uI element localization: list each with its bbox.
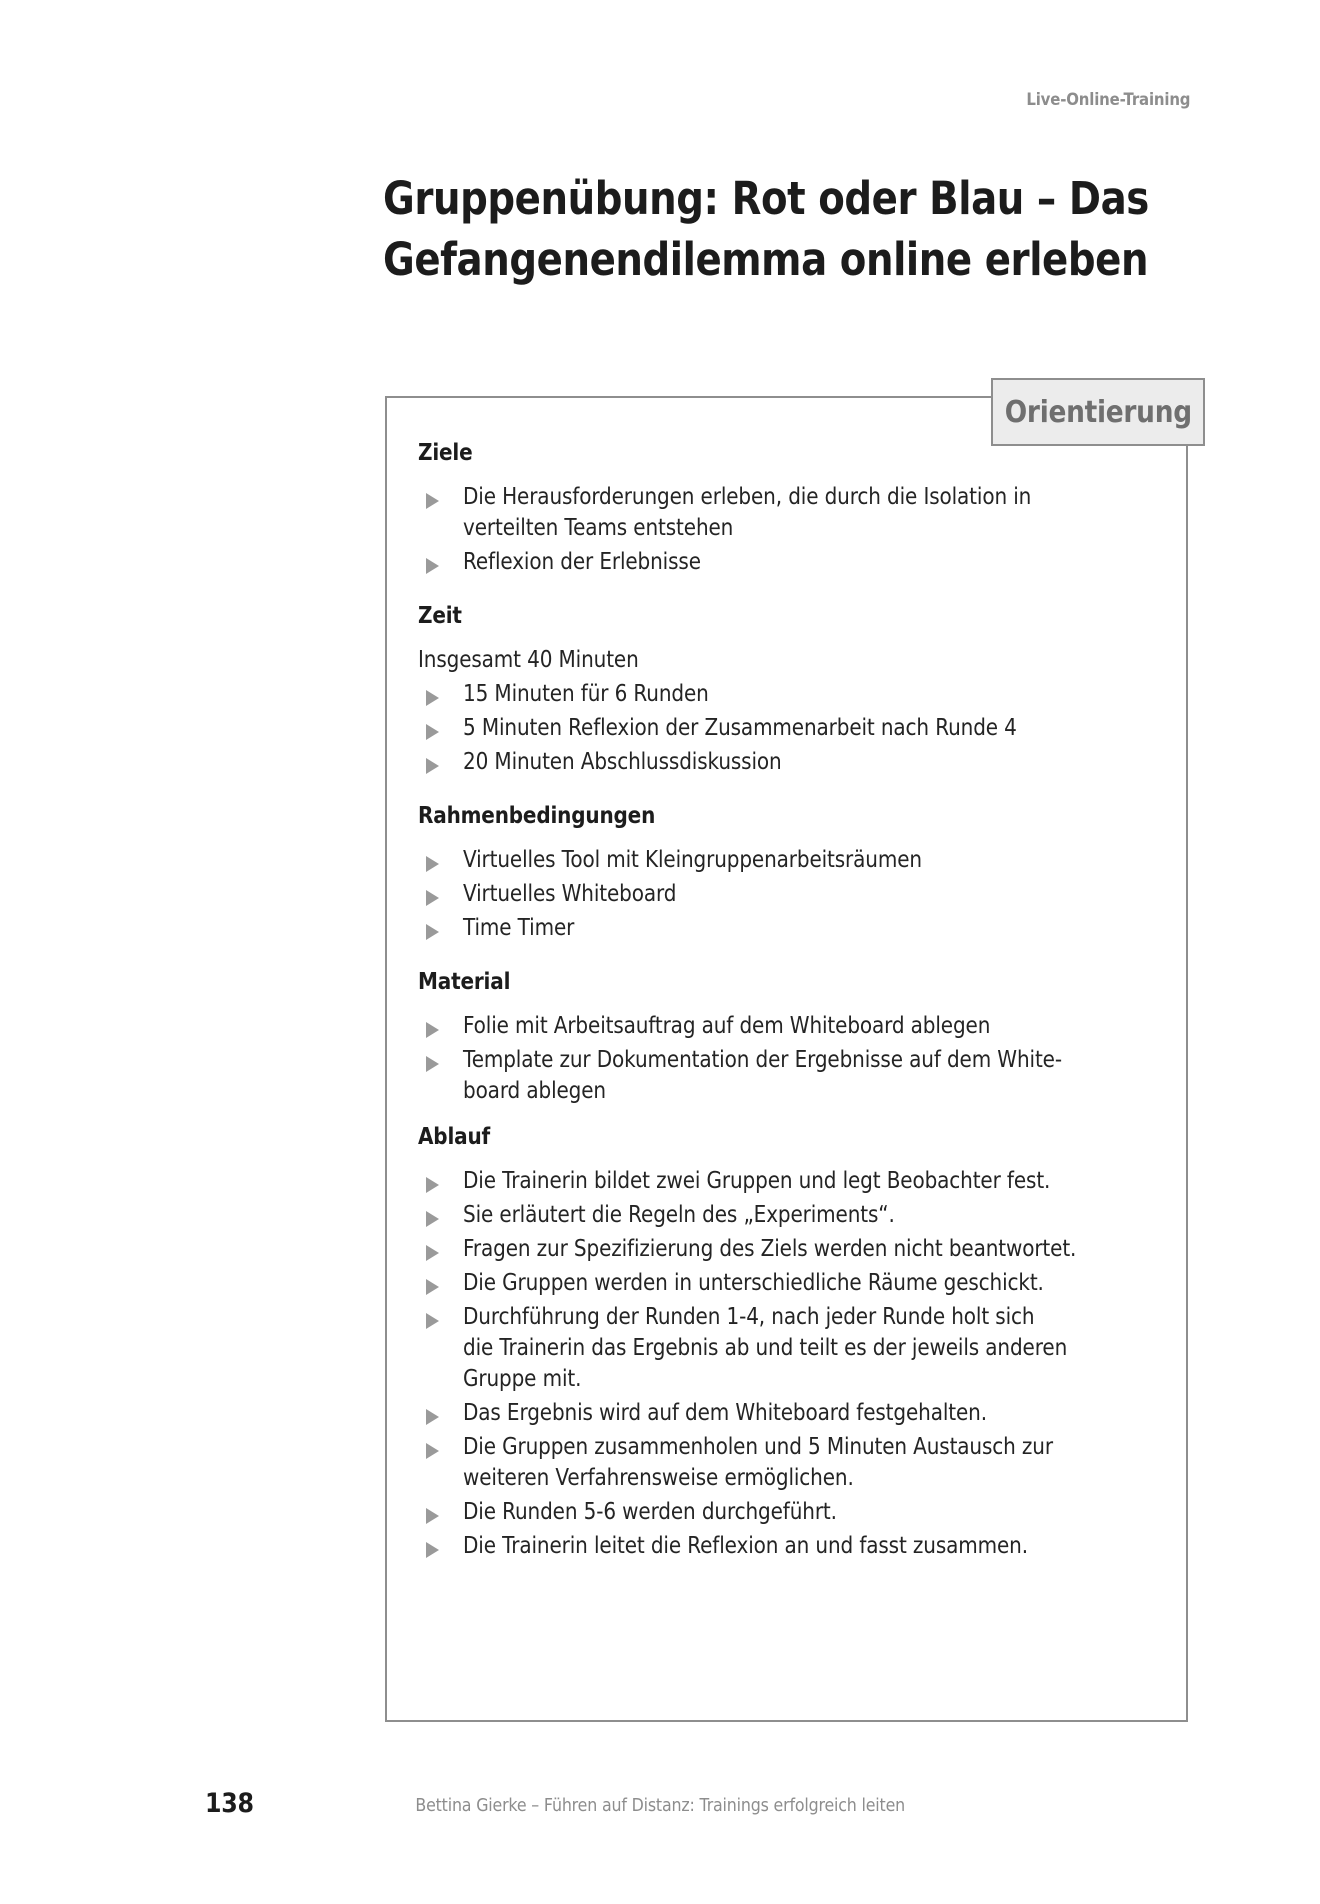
list-item bbox=[418, 679, 1158, 710]
list-item bbox=[418, 879, 1158, 910]
list-item bbox=[418, 1531, 1158, 1562]
list-item bbox=[418, 1234, 1158, 1265]
list-item-line: Die Trainerin leitet die Reflexion an und fasst zusammen. bbox=[463, 1533, 1028, 1559]
list-item bbox=[418, 1432, 1158, 1494]
list-material bbox=[418, 1011, 1158, 1107]
list-item-text bbox=[463, 1011, 1068, 1042]
list-item-line: 5 Minuten Reflexion der Zusammenarbeit nach Runde 4 bbox=[463, 715, 1017, 741]
zeit-total-text: Insgesamt 40 Minuten bbox=[418, 647, 639, 673]
triangle-bullet-icon bbox=[426, 1508, 439, 1524]
list-item-line: Die Runden 5-6 werden durchgeführt. bbox=[463, 1499, 837, 1525]
list-item-text bbox=[463, 1302, 1068, 1395]
list-item-line: Folie mit Arbeitsauftrag auf dem Whiteboard ablegen bbox=[463, 1013, 991, 1039]
page-title-line-2: Gefangenendilemma online erleben bbox=[383, 233, 1149, 286]
spacer bbox=[418, 581, 1158, 603]
triangle-bullet-icon bbox=[426, 724, 439, 740]
list-item-line: Virtuelles Whiteboard bbox=[463, 881, 677, 907]
triangle-bullet-icon bbox=[426, 890, 439, 906]
content-body bbox=[418, 440, 1158, 1565]
triangle-bullet-icon bbox=[426, 1211, 439, 1227]
list-item bbox=[418, 1166, 1158, 1197]
page-title-line-1: Gruppenübung: Rot oder Blau – Das bbox=[383, 172, 1149, 225]
spacer bbox=[418, 781, 1158, 803]
list-item-line: die Trainerin das Ergebnis ab und teilt es der jeweils anderen bbox=[463, 1335, 1068, 1361]
section-ablauf bbox=[418, 1124, 1158, 1562]
triangle-bullet-icon bbox=[426, 1409, 439, 1425]
list-item-text bbox=[463, 547, 1068, 578]
list-item-line: Template zur Dokumentation der Ergebnisse auf dem White- bbox=[463, 1047, 1062, 1073]
list-item bbox=[418, 845, 1158, 876]
list-item-line: Virtuelles Tool mit Kleingruppenarbeitsräumen bbox=[463, 847, 922, 873]
page-number: 138 bbox=[205, 1788, 254, 1819]
list-item-text bbox=[463, 1398, 1068, 1429]
list-item bbox=[418, 1497, 1158, 1528]
list-item-line: Durchführung der Runden 1-4, nach jeder Runde holt sich bbox=[463, 1304, 1035, 1330]
list-item bbox=[418, 1398, 1158, 1429]
list-item-text bbox=[463, 679, 1068, 710]
section-heading-material: Material bbox=[418, 969, 511, 995]
list-item bbox=[418, 482, 1158, 544]
list-item-line: Die Gruppen werden in unterschiedliche Räume geschickt. bbox=[463, 1270, 1044, 1296]
list-item-line: Das Ergebnis wird auf dem Whiteboard festgehalten. bbox=[463, 1400, 987, 1426]
list-item-text bbox=[463, 1234, 1077, 1265]
list-item-line: Die Herausforderungen erleben, die durch die Isolation in bbox=[463, 484, 1032, 510]
list-item bbox=[418, 713, 1158, 744]
section-heading-ablauf: Ablauf bbox=[418, 1124, 491, 1150]
page-title bbox=[383, 168, 1203, 290]
triangle-bullet-icon bbox=[426, 558, 439, 574]
triangle-bullet-icon bbox=[426, 690, 439, 706]
list-item-line: 20 Minuten Abschlussdiskussion bbox=[463, 749, 782, 775]
list-zeit bbox=[418, 679, 1158, 778]
orientation-tab-label: Orientierung bbox=[1004, 394, 1192, 430]
list-item-line: board ablegen bbox=[463, 1078, 606, 1104]
list-item-text bbox=[463, 1200, 1068, 1231]
section-zeit bbox=[418, 603, 1158, 778]
list-rahmenbedingungen bbox=[418, 845, 1158, 944]
list-item-line: Time Timer bbox=[463, 915, 575, 941]
triangle-bullet-icon bbox=[426, 856, 439, 872]
spacer bbox=[418, 947, 1158, 969]
list-item bbox=[418, 547, 1158, 578]
list-item-line: Fragen zur Spezifizierung des Ziels werden nicht beantwortet. bbox=[463, 1236, 1077, 1262]
list-ablauf bbox=[418, 1166, 1158, 1562]
triangle-bullet-icon bbox=[426, 1245, 439, 1261]
triangle-bullet-icon bbox=[426, 1542, 439, 1558]
triangle-bullet-icon bbox=[426, 1022, 439, 1038]
list-item-text bbox=[463, 482, 1068, 544]
triangle-bullet-icon bbox=[426, 1056, 439, 1072]
triangle-bullet-icon bbox=[426, 924, 439, 940]
list-item-line: Reflexion der Erlebnisse bbox=[463, 549, 701, 575]
list-item-line: verteilten Teams entstehen bbox=[463, 515, 734, 541]
list-item-line: Die Trainerin bildet zwei Gruppen und legt Beobachter fest. bbox=[463, 1168, 1051, 1194]
spacer bbox=[418, 1110, 1158, 1124]
section-ziele bbox=[418, 440, 1158, 578]
list-item bbox=[418, 1045, 1158, 1107]
list-item-text bbox=[463, 1432, 1068, 1494]
list-item-text bbox=[463, 1497, 1068, 1528]
list-item-text bbox=[463, 713, 1068, 744]
list-item-line: 15 Minuten für 6 Runden bbox=[463, 681, 709, 707]
list-item-line: Gruppe mit. bbox=[463, 1366, 582, 1392]
triangle-bullet-icon bbox=[426, 758, 439, 774]
list-item bbox=[418, 913, 1158, 944]
list-ziele bbox=[418, 482, 1158, 578]
footer-credit-text: Bettina Gierke – Führen auf Distanz: Trainings erfolgreich leiten bbox=[415, 1795, 905, 1816]
section-material bbox=[418, 969, 1158, 1107]
running-head: Live-Online-Training bbox=[1026, 90, 1190, 110]
section-heading-rahmenbedingungen: Rahmenbedingungen bbox=[418, 803, 656, 829]
list-item-text bbox=[463, 1268, 1068, 1299]
triangle-bullet-icon bbox=[426, 493, 439, 509]
triangle-bullet-icon bbox=[426, 1279, 439, 1295]
list-item-text bbox=[463, 1531, 1068, 1562]
list-item-text bbox=[463, 747, 1068, 778]
footer-credit bbox=[0, 1795, 1320, 1816]
list-item bbox=[418, 747, 1158, 778]
list-item-text bbox=[463, 1045, 1068, 1107]
section-heading-ziele: Ziele bbox=[418, 440, 473, 466]
orientation-tab bbox=[991, 378, 1205, 446]
list-item-text bbox=[463, 879, 1068, 910]
list-item-text bbox=[463, 1166, 1068, 1197]
list-item bbox=[418, 1200, 1158, 1231]
section-heading-zeit: Zeit bbox=[418, 603, 462, 629]
list-item-line: Die Gruppen zusammenholen und 5 Minuten Austausch zur bbox=[463, 1434, 1053, 1460]
triangle-bullet-icon bbox=[426, 1313, 439, 1329]
list-item-line: Sie erläutert die Regeln des „Experiments“. bbox=[463, 1202, 895, 1228]
triangle-bullet-icon bbox=[426, 1177, 439, 1193]
triangle-bullet-icon bbox=[426, 1443, 439, 1459]
section-rahmenbedingungen bbox=[418, 803, 1158, 944]
list-item bbox=[418, 1268, 1158, 1299]
list-item-line: weiteren Verfahrensweise ermöglichen. bbox=[463, 1465, 854, 1491]
list-item bbox=[418, 1011, 1158, 1042]
list-item-text bbox=[463, 845, 1068, 876]
list-item bbox=[418, 1302, 1158, 1395]
list-item-text bbox=[463, 913, 1068, 944]
